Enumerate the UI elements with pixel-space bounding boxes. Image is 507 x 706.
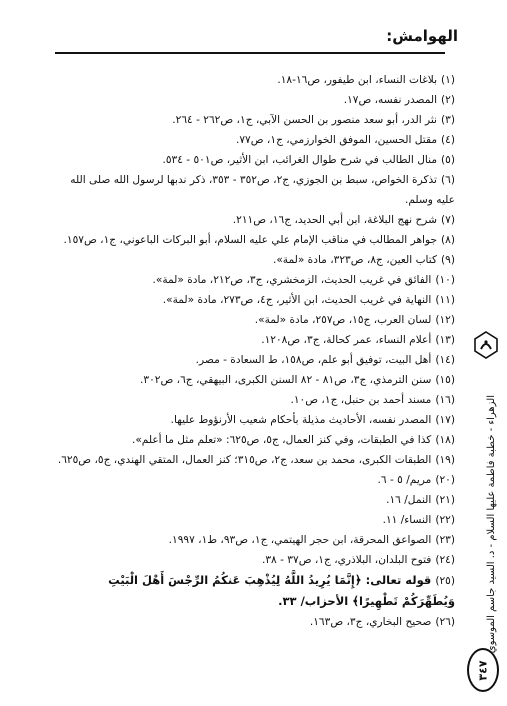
footnote: (١٧)المصدر نفسه، الأحاديث مذيلة بأحكام شعيب الأرنؤوط عليها. (170, 414, 455, 426)
footnote: (٢)المصدر نفسه، ص١٧. (343, 94, 455, 106)
running-title: الزهراء - خطبة فاطمة عليها السلام - د. السيد جاسم الموسوي (486, 395, 497, 654)
footnote: (٢٥)قوله تعالى: ﴿إِنَّمَا يُرِيدُ اللَّهُ لِيُذْهِبَ عَنكُمُ الرِّجْسَ أَهْلَ الْبَيْتِ وَيُطَهِّرَكُمْ تَطْهِيرًا﴾ الأحزاب/ ٣٣. (108, 573, 455, 608)
footnote: (٢٦)صحيح البخاري، ج٣، ص١٦٣. (309, 616, 455, 628)
publisher-logo-icon (473, 330, 499, 360)
footnote: (٤)مقتل الحسين، الموفق الخوارزمي، ج١، ص٧٧. (235, 134, 455, 146)
footnote: (٢٤)فتوح البلدان، البلاذري، ج١، ص٣٧ - ٣٨. (261, 554, 455, 566)
header-divider (55, 52, 445, 54)
footnote: (٢٠)مريم/ ٥ - ٦. (377, 474, 455, 486)
footnote: (٧)شرح نهج البلاغة، ابن أبي الحديد، ج١٦، ص٢١١. (232, 214, 455, 226)
footnote: (٩)كتاب العين، ج٨، ص٣٢٣، مادة «لمة». (272, 254, 455, 266)
footnote: (١٤)أهل البيت، توفيق أبو علم، ص١٥٨، ط السعادة - مصر. (195, 354, 455, 366)
footnote: (٢١)النمل/ ١٦. (386, 494, 455, 506)
footnote: (١٦)مسند أحمد بن حنبل، ج١، ص١٠. (290, 394, 455, 406)
footnotes-list (55, 70, 455, 632)
footnote: (١٢)لسان العرب، ج١٥، ص٢٥٧، مادة «لمة». (254, 314, 455, 326)
footnote: (٢٢)النساء/ ١١. (382, 514, 455, 526)
page-number-label: ٣٤٧ (476, 659, 490, 681)
footnote: (١٣)أعلام النساء، عمر كحالة، ج٣، ص١٢٠٨. (261, 334, 455, 346)
footnote: (١١)النهاية في غريب الحديث، ابن الأثير، ج٤، ص٢٧٣، مادة «لمة». (162, 294, 455, 306)
footnote: (٦)تذكرة الخواص، سبط بن الجوزي، ج٢، ص٣٥٢ - ٣٥٣، ذكر ندبها لرسول الله صلى الله عليه وسلم. (70, 174, 455, 206)
page-number (467, 648, 499, 692)
footnote: (١)بلاغات النساء، ابن طيفور، ص١٦-١٨. (277, 74, 455, 86)
footnote: (٥)منال الطالب في شرح طوال الغرائب، ابن الأثير، ص٥٠١ - ٥٣٤. (162, 154, 455, 166)
footnote: (٨)جواهر المطالب في مناقب الإمام علي عليه السلام، أبو البركات الباعوني، ج١، ص١٥٧. (63, 234, 455, 246)
footnote: (١٩)الطبقات الكبرى، محمد بن سعد، ج٢، ص٣١٥؛ كنز العمال، المتقي الهندي، ج٥، ص٦٢٥. (57, 454, 455, 466)
footnote: (٣)نثر الدر، أبو سعد منصور بن الحسن الآبي، ج١، ص٢٦٢ - ٢٦٤. (172, 114, 455, 126)
page-title: الهوامش: (386, 27, 458, 45)
footnote: (١٠)الفائق في غريب الحديث، الزمخشري، ج٣، ص٢١٢، مادة «لمة». (152, 274, 455, 286)
footnote: (١٨)كذا في الطبقات، وفي كنز العمال، ج٥، ص٦٢٥: «تعلم مثل ما أعلم». (131, 434, 455, 446)
footnote: (٢٣)الصواعق المحرقة، ابن حجر الهيتمي، ج١، ص٩٣، ط١، ١٩٩٧. (168, 534, 455, 546)
footnote: (١٥)سنن الترمذي، ج٣، ص٨١ - ٨٢ السنن الكبرى، البيهقي، ج٦، ص٣٠٢. (140, 374, 455, 386)
